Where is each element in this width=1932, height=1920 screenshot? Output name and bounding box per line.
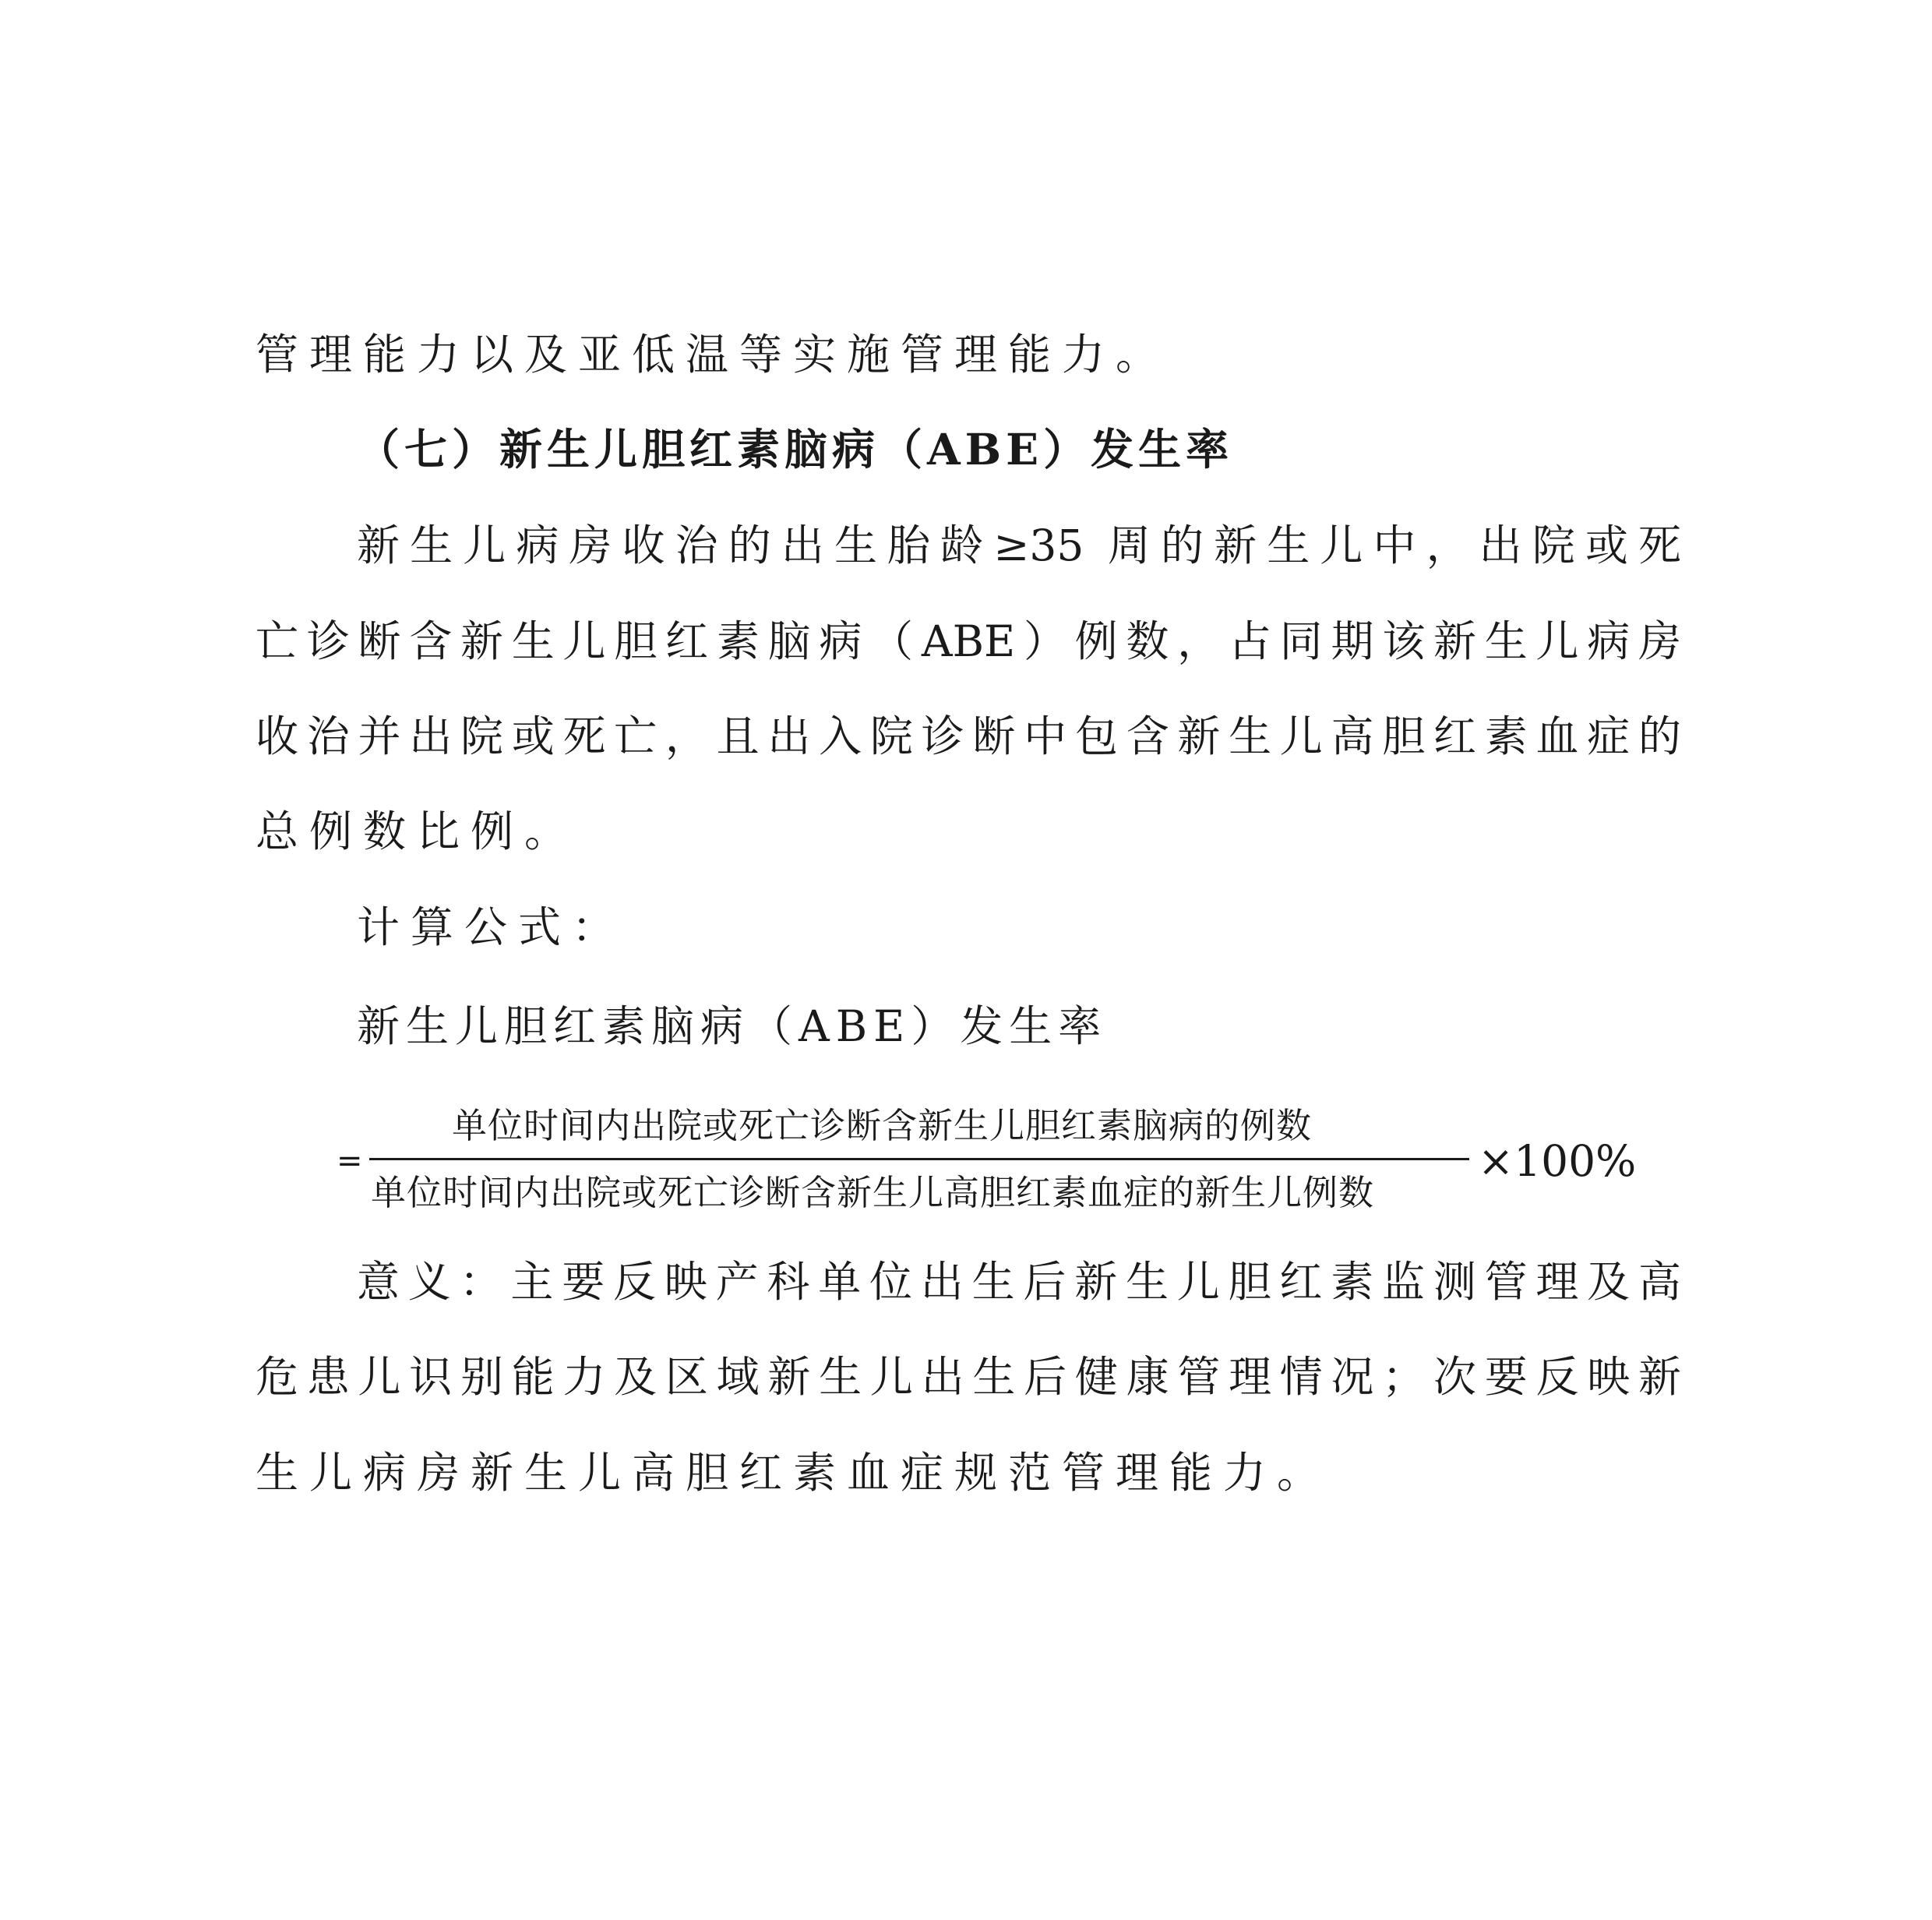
formula-numerator: 单位时间内出院或死亡诊断含新生儿胆红素脑病的例数 bbox=[452, 1105, 1313, 1146]
formula-title: 新生儿胆红素脑病（ABE）发生率 bbox=[357, 1001, 1108, 1051]
definition-line: 总例数比例。 bbox=[256, 806, 579, 856]
rate-formula bbox=[337, 1103, 1676, 1227]
significance-line: 危患儿识别能力及区域新生儿出生后健康管理情况；次要反映新 bbox=[256, 1352, 1681, 1402]
formula-denominator: 单位时间内出院或死亡诊断含新生儿高胆红素血症的新生儿例数 bbox=[371, 1172, 1375, 1213]
paragraph-line: 管理能力以及亚低温等实施管理能力。 bbox=[256, 330, 1170, 379]
significance-line: 生儿病房新生儿高胆红素血症规范管理能力。 bbox=[256, 1448, 1331, 1498]
definition-line: 亡诊断含新生儿胆红素脑病（ABE）例数，占同期该新生儿病房 bbox=[256, 616, 1681, 666]
formula-label: 计算公式： bbox=[357, 902, 626, 952]
definition-line: 新生儿病房收治的出生胎龄≥35 周的新生儿中，出院或死 bbox=[357, 521, 1681, 570]
definition-line: 收治并出院或死亡，且出入院诊断中包含新生儿高胆红素血症的 bbox=[256, 711, 1681, 761]
significance-line: 意义：主要反映产科单位出生后新生儿胆红素监测管理及高 bbox=[357, 1257, 1681, 1307]
equals-sign: = bbox=[337, 1143, 363, 1179]
section-heading: （七）新生儿胆红素脑病（ABE）发生率 bbox=[357, 424, 1234, 475]
formula-multiplier: ×100% bbox=[1478, 1136, 1637, 1186]
fraction-bar bbox=[369, 1158, 1469, 1160]
